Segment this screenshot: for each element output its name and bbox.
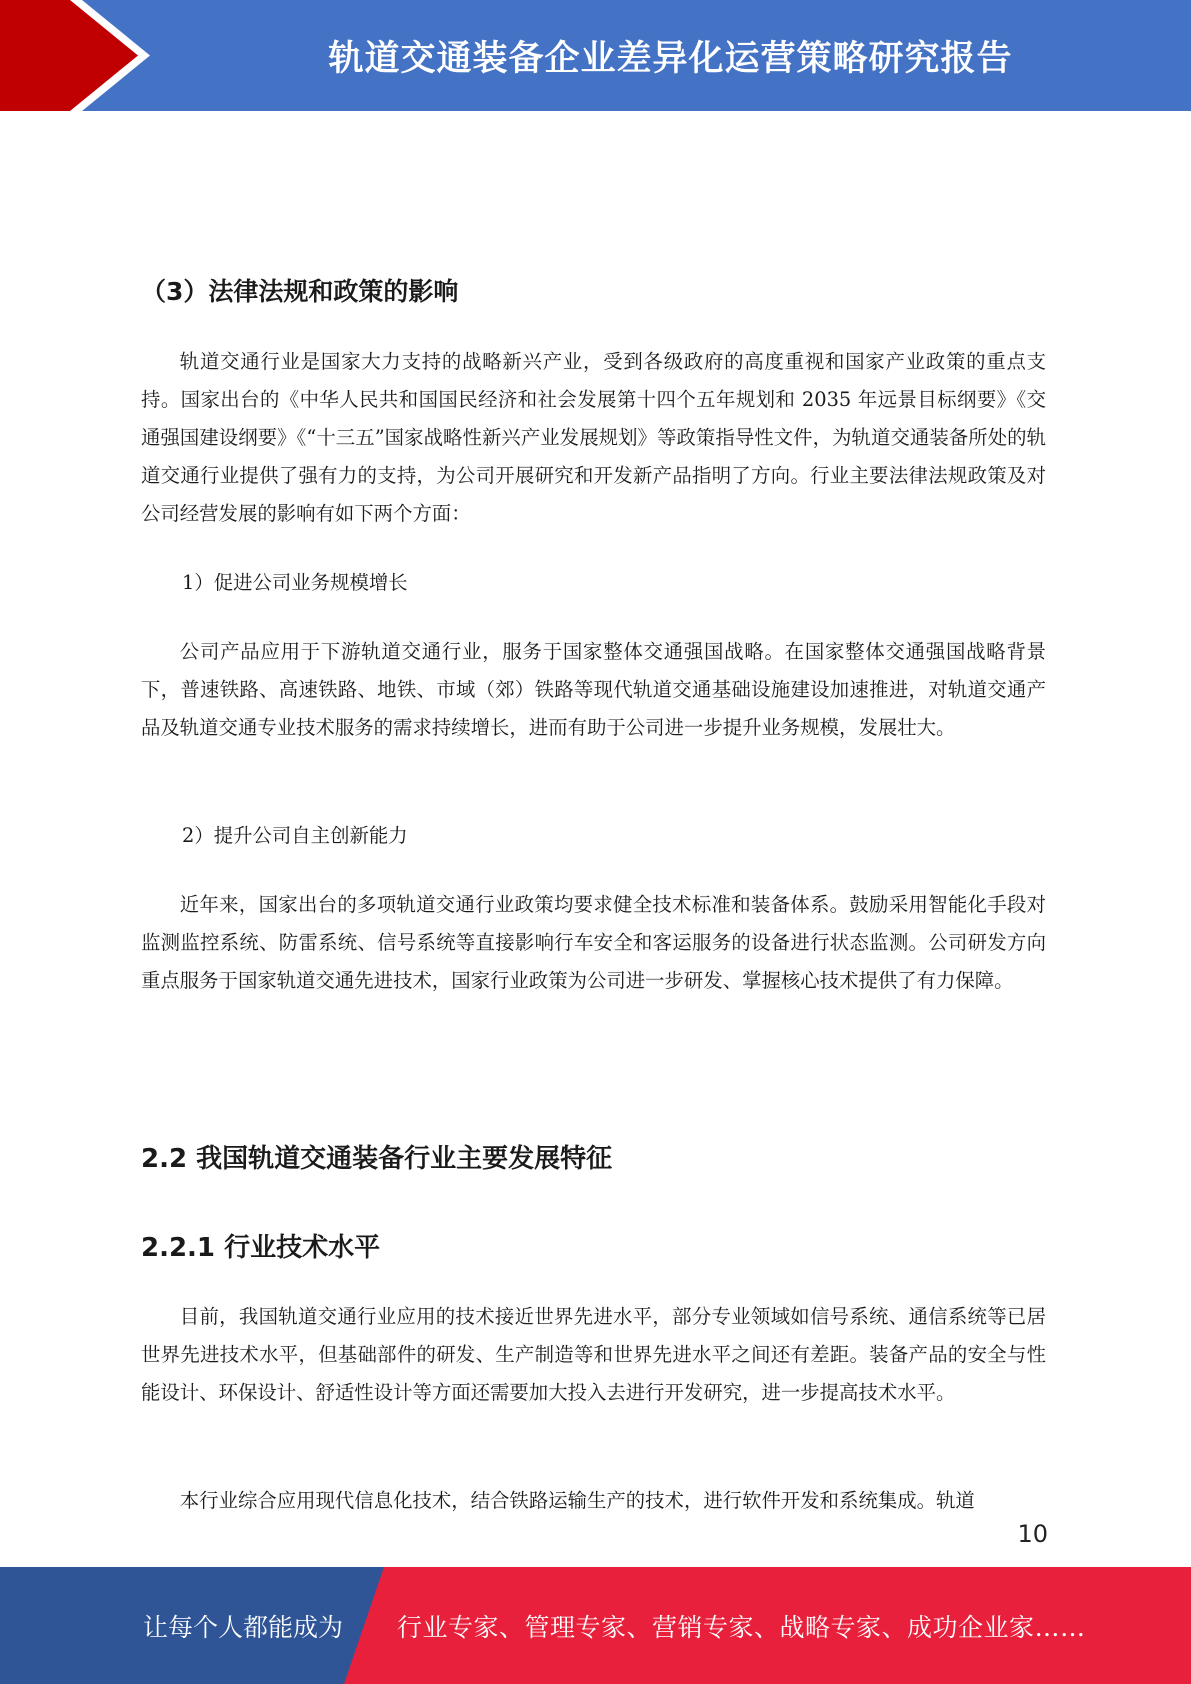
paragraph-tech-level: 目前，我国轨道交通行业应用的技术接近世界先进水平，部分专业领域如信号系统、通信系统等已居世界先进技术水平，但基础部件的研发、生产制造等和世界先进水平之间还有差距。装备产品的安全与性能设计、环保设计、舒适性设计等方面还需要加大投入去进行开发研究，进一步提高技术水平。 bbox=[141, 1305, 1046, 1404]
list-item-growth: 1）促进公司业务规模增长 bbox=[182, 571, 408, 594]
paragraph-policy-intro: 轨道交通行业是国家大力支持的战略新兴产业，受到各级政府的高度重视和国家产业政策的重点支持。国家出台的《中华人民共和国国民经济和社会发展第十四个五年规划和 2035 年远景目标纲要》《交通强国建设纲要》《“十三五”国家战略性新兴产业发展规划》等政策指导性文件，为轨道交通装备所处的轨道交通行业提供了强有力的支持，为公司开展研究和开发新产品指明了方向。行业主要法律法规政策及对公司经营发展的影响有如下两个方面： bbox=[141, 350, 1046, 525]
subsection-heading: 2.2.1 行业技术水平 bbox=[141, 1233, 381, 1263]
paragraph-growth: 公司产品应用于下游轨道交通行业，服务于国家整体交通强国战略。在国家整体交通强国战略背景下，普速铁路、高速铁路、地铁、市域（郊）铁路等现代轨道交通基础设施建设加速推进，对轨道交通产品及轨道交通专业技术服务的需求持续增长，进而有助于公司进一步提升业务规模，发展壮大。 bbox=[141, 640, 1046, 739]
footer-slogan-left: 让每个人都能成为 bbox=[143, 1612, 344, 1642]
report-title: 轨道交通装备企业差异化运营策略研究报告 bbox=[328, 38, 1013, 79]
paragraph-innovation: 近年来，国家出台的多项轨道交通行业政策均要求健全技术标准和装备体系。鼓励采用智能化手段对监测监控系统、防雷系统、信号系统等直接影响行车安全和客运服务的设备进行状态监测。公司研发方向重点服务于国家轨道交通先进技术，国家行业政策为公司进一步研发、掌握核心技术提供了有力保障。 bbox=[141, 893, 1046, 992]
section-heading: 2.2 我国轨道交通装备行业主要发展特征 bbox=[141, 1144, 613, 1174]
list-item-innovation: 2）提升公司自主创新能力 bbox=[182, 824, 408, 847]
page-header bbox=[0, 0, 1191, 111]
page-footer bbox=[0, 1567, 1191, 1684]
paragraph-tech-integration: 本行业综合应用现代信息化技术，结合铁路运输生产的技术，进行软件开发和系统集成。轨道 bbox=[179, 1489, 975, 1512]
page-number: 10 bbox=[1017, 1520, 1048, 1548]
header-arrow-icon bbox=[0, 0, 160, 111]
subheading-policy: （3）法律法规和政策的影响 bbox=[141, 277, 459, 306]
footer-slogan-right: 行业专家、管理专家、营销专家、战略专家、成功企业家…… bbox=[397, 1612, 1086, 1642]
